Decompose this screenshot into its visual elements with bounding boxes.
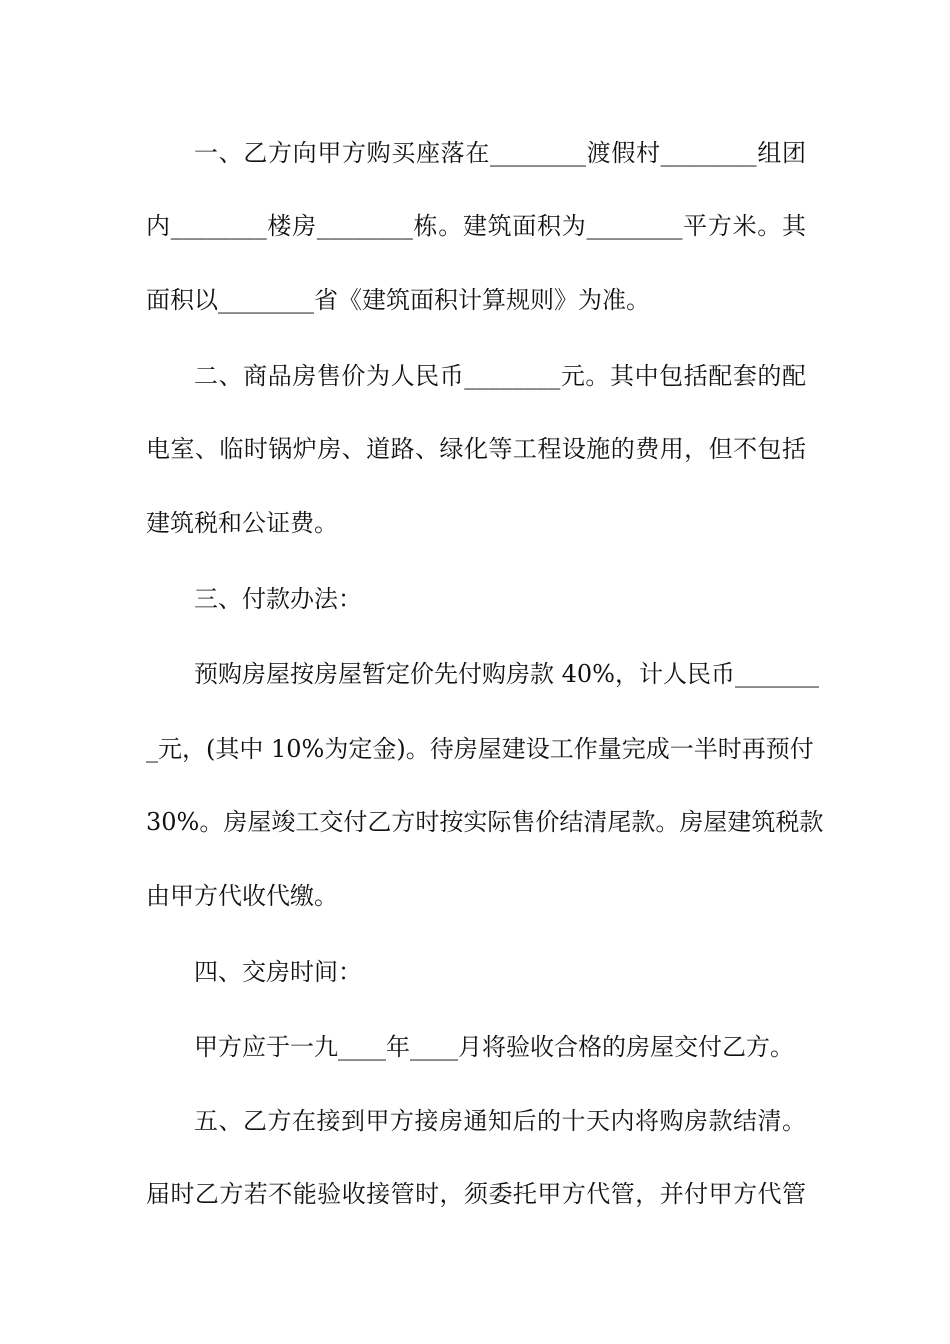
text-line: 建筑税和公证费。 — [146, 509, 338, 537]
text-line: 30%。房屋竣工交付乙方时按实际售价结清尾款。房屋建筑税款 — [146, 808, 824, 836]
text-line: 二、商品房售价为人民币________元。其中包括配套的配 — [194, 362, 806, 390]
text-line: 甲方应于一九____年____月将验收合格的房屋交付乙方。 — [194, 1033, 794, 1061]
text-line: 由甲方代收代缴。 — [146, 882, 338, 910]
text-line: 电室、临时锅炉房、道路、绿化等工程设施的费用，但不包括 — [146, 435, 806, 463]
text-line: 一、乙方向甲方购买座落在________渡假村________组团 — [194, 139, 806, 167]
text-line: 面积以________省《建筑面积计算规则》为准。 — [146, 286, 650, 314]
text-line: 届时乙方若不能验收接管时，须委托甲方代管，并付甲方代管 — [146, 1180, 806, 1208]
section-heading: 三、付款办法： — [194, 585, 362, 613]
text-line: _元，(其中 10%为定金)。待房屋建设工作量完成一半时再预付 — [146, 735, 814, 763]
text-line: 五、乙方在接到甲方接房通知后的十天内将购房款结清。 — [194, 1107, 806, 1135]
text-line: 预购房屋按房屋暂定价先付购房款 40%，计人民币_______ — [194, 660, 819, 688]
section-heading: 四、交房时间： — [194, 958, 362, 986]
text-line: 内________楼房________栋。建筑面积为________平方米。其 — [146, 212, 806, 240]
